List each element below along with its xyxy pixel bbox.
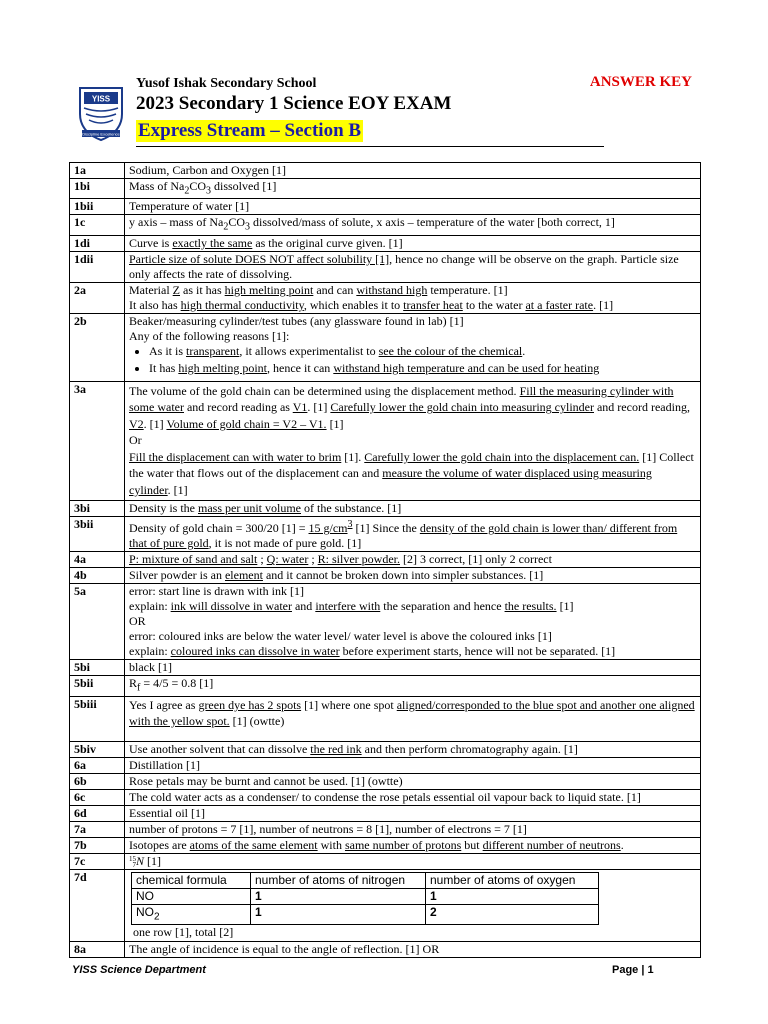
answer-text: P: mixture of sand and salt ; Q: water ; R: silver powder. [2] 3 correct, [1] only 2 correct — [125, 552, 701, 568]
table-row — [70, 821, 701, 837]
column-header: chemical formula — [132, 872, 251, 888]
answer-text: Mass of $Na_2CO_3$ dissolved [1] — [125, 179, 701, 199]
logo-text: YISS — [91, 94, 111, 104]
answer-text: Beaker/measuring cylinder/test tubes (any glassware found in lab) [1] Any of the following reasons [1]: • As it is transparent, it allows experimentalist to see the colour of the chemical. • It has high melting point, hence it can withstand high temperature and can be used for heating — [125, 313, 701, 381]
list-item: • It has high melting point, hence it can withstand high temperature and can be used for heating — [149, 361, 696, 376]
table-row — [70, 501, 701, 517]
question-number: 5bi — [70, 660, 125, 676]
question-number: 3bi — [70, 501, 125, 517]
question-number: 5biv — [70, 741, 125, 757]
question-number: 7b — [70, 837, 125, 853]
answer-text: Density of gold chain = 300/20 [1] = 15 $g/cm^3$ [1] Since the density of the gold chain is lower than/ different from that of pure gold, it is not made of pure gold. [1] — [125, 517, 701, 552]
table-row — [70, 584, 701, 660]
question-number: 5bii — [70, 676, 125, 696]
table-row — [70, 696, 701, 741]
table-cell: 2 — [426, 904, 599, 924]
column-header: number of atoms of oxygen — [426, 872, 599, 888]
question-number: 3a — [70, 381, 125, 501]
answer-text: Distillation [1] — [125, 757, 701, 773]
table-cell: $NO_2$ — [132, 904, 251, 924]
answer-text: 15 7N [1] — [125, 853, 701, 869]
table-header-row — [132, 872, 599, 888]
question-number: 7a — [70, 821, 125, 837]
answer-text: Particle size of solute DOES NOT affect solubility [1], hence no change will be observe on the graph. Particle size only affects the rate of dissolving. — [125, 251, 701, 282]
element-symbol: N — [136, 853, 145, 868]
table-row — [70, 741, 701, 757]
table-row — [70, 773, 701, 789]
logo-motto: Discipline Excellence — [82, 131, 120, 137]
answer-text: The angle of incidence is equal to the angle of reflection. [1] OR — [125, 942, 701, 958]
school-crest-icon — [76, 84, 126, 142]
answer-text: Sodium, Carbon and Oxygen [1] — [125, 163, 701, 179]
answer-text: $R_f = 4/5 = 0.8$ [1] — [125, 676, 701, 696]
atomic-number: 7 — [132, 860, 136, 869]
question-number: 2b — [70, 313, 125, 381]
answer-text: Rose petals may be burnt and cannot be used. [1] (owtte) — [125, 773, 701, 789]
answer-text: number of protons = 7 [1], number of neutrons = 8 [1], number of electrons = 7 [1] — [125, 821, 701, 837]
question-number: 7c — [70, 853, 125, 869]
table-row — [70, 853, 701, 869]
answer-text: Use another solvent that can dissolve the red ink and then perform chromatography again. [1] — [125, 741, 701, 757]
answer-text: Isotopes are atoms of the same element with same number of protons but different number of neutrons. — [125, 837, 701, 853]
question-number: 4a — [70, 552, 125, 568]
question-number: 1c — [70, 215, 125, 235]
table-row — [70, 199, 701, 215]
question-number: 1dii — [70, 251, 125, 282]
table-row — [70, 676, 701, 696]
question-number: 8a — [70, 942, 125, 958]
question-number: 5a — [70, 584, 125, 660]
table-row — [70, 789, 701, 805]
question-number: 7d — [70, 869, 125, 941]
footer-department: YISS Science Department — [72, 964, 206, 976]
question-number: 4b — [70, 568, 125, 584]
table-row — [70, 869, 701, 941]
table-row — [70, 381, 701, 501]
school-name: Yusof Ishak Secondary School — [136, 76, 317, 91]
table-cell: 1 — [426, 888, 599, 904]
table-row — [70, 837, 701, 853]
table-row — [70, 313, 701, 381]
table-row — [70, 660, 701, 676]
table-cell: 1 — [251, 904, 426, 924]
question-number: 1di — [70, 235, 125, 251]
answer-text: Temperature of water [1] — [125, 199, 701, 215]
stream-section-title: Express Stream – Section B — [138, 120, 362, 141]
table-row — [70, 282, 701, 313]
question-number: 1bii — [70, 199, 125, 215]
table-row — [70, 235, 701, 251]
table-row — [70, 163, 701, 179]
answer-text: y axis – mass of $Na_2CO_3$ dissolved/mass of solute, x axis – temperature of the water [both correct, 1] — [125, 215, 701, 235]
table-row — [70, 251, 701, 282]
list-item: • As it is transparent, it allows experimentalist to see the colour of the chemical. — [149, 344, 696, 359]
answer-text: Yes I agree as green dye has 2 spots [1] where one spot aligned/corresponded to the blue spot and another one aligned with the yellow spot. [1] (owtte) — [125, 696, 701, 741]
marking-note: one row [1], total [2] — [133, 925, 234, 940]
page-number: Page | 1 — [612, 964, 654, 976]
question-number: 2a — [70, 282, 125, 313]
question-number: 6d — [70, 805, 125, 821]
question-number: 6c — [70, 789, 125, 805]
atoms-table — [131, 872, 599, 925]
question-number: 3bii — [70, 517, 125, 552]
answer-text: The volume of the gold chain can be determined using the displacement method. Fill the measuring cylinder with some water and record reading as V1. [1] Carefully lower the gold chain into measuring cylinder and record reading, V2. [1] Volume of gold chain = V2 – V1. [1] Or Fill the displacement can with water to brim [1]. Carefully lower the gold chain into the displacement can. [1] Collect the water that flows out of the displacement can and measure the volume of water displaced using measuring cylinder. [1] — [125, 381, 701, 501]
mass-number: 15 — [129, 854, 136, 863]
table-row — [132, 888, 599, 904]
table-row — [70, 942, 701, 958]
table-row — [132, 904, 599, 924]
table-row — [70, 179, 701, 199]
answer-key-label: ANSWER KEY — [589, 74, 692, 90]
table-row — [70, 215, 701, 235]
answer-text: The cold water acts as a condenser/ to condense the rose petals essential oil vapour back to liquid state. [1] — [125, 789, 701, 805]
answer-text — [125, 869, 701, 941]
table-row — [70, 805, 701, 821]
table-row — [70, 568, 701, 584]
answer-key-table — [69, 162, 701, 958]
answer-text: Silver powder is an element and it cannot be broken down into simpler substances. [1] — [125, 568, 701, 584]
question-number: 1a — [70, 163, 125, 179]
table-row — [70, 552, 701, 568]
column-header: number of atoms of nitrogen — [251, 872, 426, 888]
table-cell: 1 — [251, 888, 426, 904]
answer-text: error: start line is drawn with ink [1] explain: ink will dissolve in water and interfere with the separation and hence the results. [1] OR error: coloured inks are below the water level/ water level is above the coloured inks [1] explain: coloured inks can dissolve in water before experiment starts, hence will not be separated. [1] — [125, 584, 701, 660]
exam-title: 2023 Secondary 1 Science EOY EXAM — [136, 93, 452, 114]
table-cell: NO — [132, 888, 251, 904]
question-number: 6b — [70, 773, 125, 789]
answer-text: Essential oil [1] — [125, 805, 701, 821]
page-header — [76, 72, 706, 152]
answer-text: Material Z as it has high melting point and can withstand high temperature. [1] It also has high thermal conductivity, which enables it to transfer heat to the water at a faster rate. [1] — [125, 282, 701, 313]
answer-text: black [1] — [125, 660, 701, 676]
answer-text: Density is the mass per unit volume of the substance. [1] — [125, 501, 701, 517]
answer-text: Curve is exactly the same as the original curve given. [1] — [125, 235, 701, 251]
table-row — [70, 517, 701, 552]
question-number: 1bi — [70, 179, 125, 199]
header-rule — [136, 146, 604, 147]
question-number: 6a — [70, 757, 125, 773]
table-row — [70, 757, 701, 773]
question-number: 5biii — [70, 696, 125, 741]
